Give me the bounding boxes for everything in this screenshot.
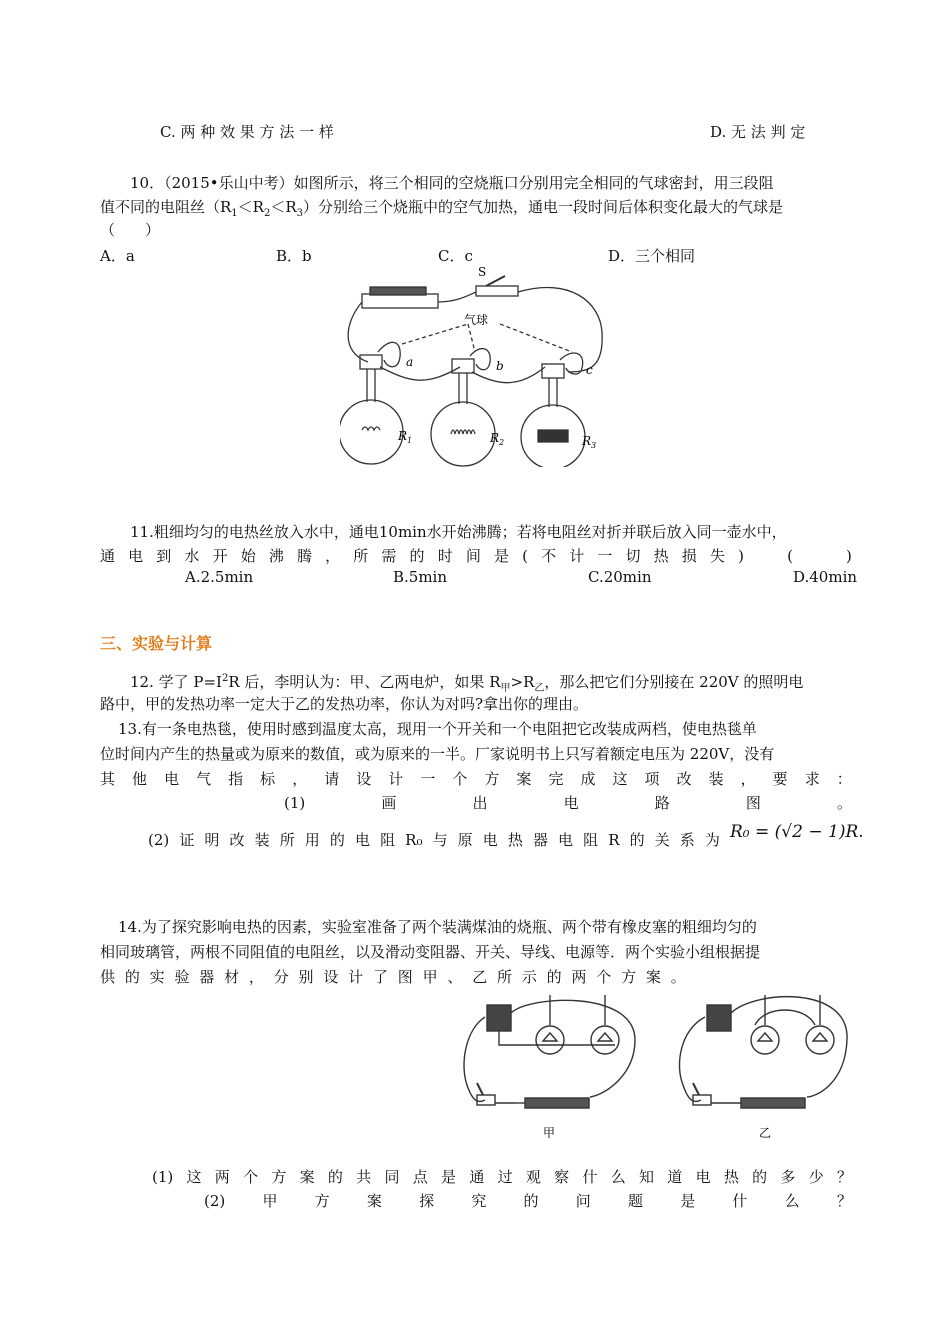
q11-char: 热 xyxy=(653,547,669,565)
q13-char: 其 xyxy=(100,770,116,788)
q14-char: 题 xyxy=(627,1192,643,1210)
q13-char: 成 xyxy=(580,770,596,788)
q12-text-a: 12. 学了 P=I xyxy=(130,673,222,691)
q13-char: 所 xyxy=(279,831,295,849)
q13-char: 完 xyxy=(548,770,564,788)
q11-char: 计 xyxy=(569,547,585,565)
q14-char: 方 xyxy=(314,1192,330,1210)
q14-line3 xyxy=(100,967,686,987)
q13-char: 装 xyxy=(254,831,270,849)
q11-char: ( xyxy=(787,547,793,565)
section-title: 三、实验与计算 xyxy=(100,634,213,653)
q11-char: 需 xyxy=(381,547,397,565)
q10-balloon-tag-c: c xyxy=(586,363,593,377)
q14-char: 示 xyxy=(521,968,537,986)
q14-char: 案 xyxy=(299,1168,315,1186)
q10-r3-label: $R_3$ xyxy=(582,434,597,450)
q11-option-a: A.2.5min xyxy=(185,568,254,586)
q14-question2 xyxy=(204,1191,852,1211)
q14-char: 两 xyxy=(571,968,587,986)
q14-line2: 相同玻璃管，两根不同阻值的电阻丝，以及滑动变阻器、开关、导线、电源等．两个实验小组根据提 xyxy=(100,943,761,961)
q14-char: 什 xyxy=(732,1192,748,1210)
q13-char: 电 xyxy=(563,794,579,812)
q14-char: 通 xyxy=(469,1168,485,1186)
q13-char: 个 xyxy=(452,770,468,788)
q14-char: 的 xyxy=(327,1168,343,1186)
q10-r1-label: $R_1$ xyxy=(398,429,413,445)
q14-char: 的 xyxy=(546,968,562,986)
q14-char: 方 xyxy=(271,1168,287,1186)
q14-char: 材 xyxy=(224,968,240,986)
q13-char: 明 xyxy=(204,831,220,849)
q14-char: 案 xyxy=(366,1192,382,1210)
q14-char: ？ xyxy=(836,1192,852,1210)
q13-line2: 位时间内产生的热量或为原来的数值，或为原来的一半。厂家说明书上只写着额定电压为 220V，没有 xyxy=(100,745,775,763)
q11-line1: 11.粗细均匀的电热丝放入水中，通电10min水开始沸腾；若将电阻丝对折并联后放入同一壶水中， xyxy=(130,523,787,541)
q11-char: 电 xyxy=(128,547,144,565)
q9-option-c: C. 两 种 效 果 方 法 一 样 xyxy=(160,123,334,141)
q10-balloon-tag-a: a xyxy=(406,355,414,369)
q14-char: 分 xyxy=(273,968,289,986)
q11-char: ( xyxy=(522,547,528,565)
q13-char: 改 xyxy=(229,831,245,849)
q13-char: 标 xyxy=(260,770,276,788)
q14-label-yi: 乙 xyxy=(759,1126,772,1140)
q13-char: 图 xyxy=(745,794,761,812)
q13-char: 案 xyxy=(516,770,532,788)
q14-char: 供 xyxy=(100,968,116,986)
q10-line1: 10．（2015•乐山中考）如图所示，将三个相同的空烧瓶口分别用完全相同的气球密封，用三段阻 xyxy=(130,174,774,192)
q10-line2-mid1: ＜R xyxy=(237,198,264,216)
q14-label-jia: 甲 xyxy=(543,1126,556,1140)
q14-char: 究 xyxy=(471,1192,487,1210)
q13-char: 器 xyxy=(532,831,548,849)
q14-char: 。 xyxy=(670,968,686,986)
q10-r2-sub: 2 xyxy=(263,208,271,219)
q14-char: 实 xyxy=(149,968,165,986)
q10-blank: （ ） xyxy=(100,221,161,239)
q14-char: 探 xyxy=(419,1192,435,1210)
q13-line4 xyxy=(284,793,852,813)
q14-char: 过 xyxy=(497,1168,513,1186)
q14-char: 共 xyxy=(356,1168,372,1186)
q14-circuit-figure xyxy=(455,985,855,1145)
q14-char: 少 xyxy=(808,1168,824,1186)
q11-char: 时 xyxy=(437,547,453,565)
q13-char: 热 xyxy=(507,831,523,849)
q14-char: 个 xyxy=(596,968,612,986)
q14-char: 案 xyxy=(645,968,661,986)
q11-option-b: B.5min xyxy=(393,568,448,586)
q13-char: 阻 xyxy=(583,831,599,849)
q11-option-d: D.40min xyxy=(793,568,858,586)
q11-char: 所 xyxy=(353,547,369,565)
q10-option-c: C．c xyxy=(438,247,473,265)
q14-char: 热 xyxy=(723,1168,739,1186)
q12-sup: 2 xyxy=(221,673,229,684)
q11-char: 开 xyxy=(212,547,228,565)
q14-char: 的 xyxy=(752,1168,768,1186)
q14-char: 验 xyxy=(174,968,190,986)
q13-char: 的 xyxy=(629,831,645,849)
q13-char: 改 xyxy=(676,770,692,788)
q11-char: 间 xyxy=(465,547,481,565)
q13-char: 他 xyxy=(132,770,148,788)
q10-r1-sub: 1 xyxy=(231,208,238,219)
q14-char: 所 xyxy=(497,968,513,986)
q13-char: 关 xyxy=(654,831,670,849)
q10-option-a: A．a xyxy=(100,247,135,265)
q14-item-number: (1) xyxy=(152,1168,174,1186)
q13-char: 一 xyxy=(420,770,436,788)
q13-char: 原 xyxy=(457,831,473,849)
q13-char: 用 xyxy=(304,831,320,849)
q10-balloon-tag-b: b xyxy=(496,359,504,373)
q10-r2-label: $R_2$ xyxy=(490,431,505,447)
q12-sub-yi: 乙 xyxy=(534,683,545,694)
q11-char: 失 xyxy=(709,547,725,565)
q13-char: 装 xyxy=(708,770,724,788)
q14-char: 多 xyxy=(780,1168,796,1186)
q13-char: 为 xyxy=(704,831,720,849)
q13-char: 出 xyxy=(472,794,488,812)
q11-char: 到 xyxy=(156,547,172,565)
q14-char: 计 xyxy=(348,968,364,986)
q13-char: 电 xyxy=(482,831,498,849)
q14-char: 甲 xyxy=(422,968,438,986)
q14-char: 知 xyxy=(639,1168,655,1186)
q14-line1: 14.为了探究影响电热的因素，实验室准备了两个装满煤油的烧瓶、两个带有橡皮塞的粗细均匀的 xyxy=(118,918,757,936)
q12-text-b: R 后，李明认为：甲、乙两电炉，如果 R xyxy=(228,673,501,691)
q14-char: 图 xyxy=(397,968,413,986)
q11-char: 始 xyxy=(240,547,256,565)
q13-char: 电 xyxy=(164,770,180,788)
q14-item-number: (2) xyxy=(204,1192,226,1210)
q13-char: 求 xyxy=(804,770,820,788)
q11-char: 沸 xyxy=(268,547,284,565)
q10-line2-pre: 值不同的电阻丝（R xyxy=(100,198,232,216)
q14-char: 电 xyxy=(695,1168,711,1186)
q14-char: 问 xyxy=(575,1192,591,1210)
q9-option-d: D. 无 法 判 定 xyxy=(710,123,806,141)
q13-char: 电 xyxy=(558,831,574,849)
q14-char: 方 xyxy=(621,968,637,986)
q13-char: 要 xyxy=(772,770,788,788)
q11-char: 水 xyxy=(184,547,200,565)
q11-char: ， xyxy=(325,547,341,565)
q11-char: 的 xyxy=(409,547,425,565)
q13-char: 方 xyxy=(484,770,500,788)
q10-line2-post: ）分别给三个烧瓶中的空气加热，通电一段时间后体积变化最大的气球是 xyxy=(303,198,784,216)
q14-char: 甲 xyxy=(262,1192,278,1210)
q13-char: R₀ xyxy=(405,831,423,849)
q11-char: 是 xyxy=(493,547,509,565)
q13-char: 系 xyxy=(679,831,695,849)
q10-option-d: D．三个相同 xyxy=(608,247,696,265)
q14-char: 个 xyxy=(243,1168,259,1186)
q13-formula: R₀ = (√2 − 1)R. xyxy=(730,822,864,842)
q14-char: ， xyxy=(248,968,264,986)
q14-char: 两 xyxy=(214,1168,230,1186)
q10-balloon-label: 气球 xyxy=(464,313,489,327)
q11-char: 不 xyxy=(541,547,557,565)
q14-char: 设 xyxy=(323,968,339,986)
q10-line2-mid2: ＜R xyxy=(270,198,297,216)
q14-char: 察 xyxy=(554,1168,570,1186)
q13-char: ： xyxy=(836,770,852,788)
q13-line5 xyxy=(148,830,720,850)
q13-char: 的 xyxy=(329,831,345,849)
q11-char: ) xyxy=(738,547,744,565)
q14-char: 什 xyxy=(582,1168,598,1186)
q13-char: R xyxy=(608,831,620,849)
q13-char: 请 xyxy=(324,770,340,788)
q13-char: 。 xyxy=(836,794,852,812)
q13-char: 电 xyxy=(354,831,370,849)
q14-char: 的 xyxy=(523,1192,539,1210)
q12-line2: 路中，甲的发热功率一定大于乙的发热功率，你认为对吗?拿出你的理由。 xyxy=(100,695,589,713)
q10-switch-label: S xyxy=(478,265,487,279)
q14-char: 观 xyxy=(525,1168,541,1186)
q11-char: 损 xyxy=(681,547,697,565)
q10-r3-sub: 3 xyxy=(296,208,304,219)
q13-char: ， xyxy=(740,770,756,788)
q14-char: 点 xyxy=(412,1168,428,1186)
q13-char: 气 xyxy=(196,770,212,788)
q14-char: 器 xyxy=(199,968,215,986)
q14-char: 的 xyxy=(124,968,140,986)
q13-item-number: (1) xyxy=(284,794,306,812)
q13-char: ， xyxy=(292,770,308,788)
q10-flask-figure xyxy=(340,262,610,467)
q11-char: 腾 xyxy=(296,547,312,565)
q14-char: 了 xyxy=(372,968,388,986)
q14-char: 乙 xyxy=(472,968,488,986)
q11-char: 一 xyxy=(597,547,613,565)
q12-sub-jia: 甲 xyxy=(500,683,511,694)
q13-line3 xyxy=(100,769,852,789)
q14-char: 同 xyxy=(384,1168,400,1186)
q14-char: ？ xyxy=(836,1168,852,1186)
q13-line1: 13.有一条电热毯，使用时感到温度太高，现用一个开关和一个电阻把它改装成两档，使电热毯单 xyxy=(118,720,757,738)
q14-char: 道 xyxy=(667,1168,683,1186)
q13-char: 画 xyxy=(381,794,397,812)
q14-char: 是 xyxy=(441,1168,457,1186)
q13-item-number: (2) xyxy=(148,831,170,849)
q12-text-c: >R xyxy=(510,673,535,691)
q13-char: 与 xyxy=(432,831,448,849)
q12-text-d: ，那么把它们分别接在 220V 的照明电 xyxy=(544,673,804,691)
q14-char: 么 xyxy=(784,1192,800,1210)
q11-option-c: C.20min xyxy=(588,568,652,586)
q14-char: 是 xyxy=(680,1192,696,1210)
q13-char: 阻 xyxy=(380,831,396,849)
q11-char: 切 xyxy=(625,547,641,565)
q13-char: 设 xyxy=(356,770,372,788)
q14-char: 么 xyxy=(610,1168,626,1186)
q14-char: 、 xyxy=(447,968,463,986)
q14-char: 这 xyxy=(186,1168,202,1186)
q13-char: 路 xyxy=(654,794,670,812)
q13-char: 证 xyxy=(179,831,195,849)
q11-char: 通 xyxy=(100,547,116,565)
q11-line2 xyxy=(100,546,852,566)
q13-char: 这 xyxy=(612,770,628,788)
q13-char: 项 xyxy=(644,770,660,788)
q10-option-b: B．b xyxy=(276,247,312,265)
q11-char: ) xyxy=(846,547,852,565)
q14-char: 别 xyxy=(298,968,314,986)
q13-char: 计 xyxy=(388,770,404,788)
q14-question1 xyxy=(152,1167,852,1187)
q13-char: 指 xyxy=(228,770,244,788)
